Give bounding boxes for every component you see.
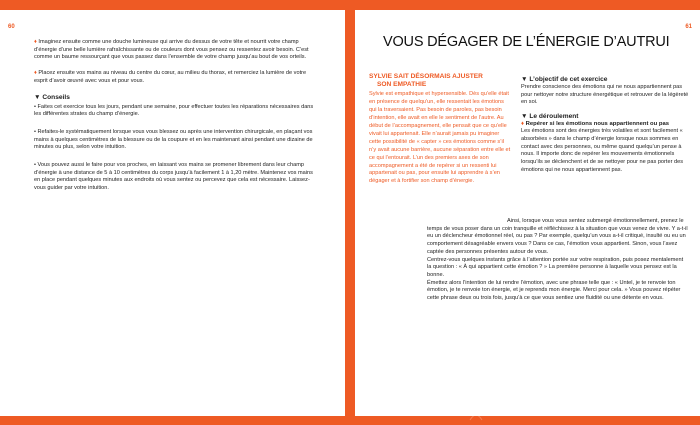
intro-paragraph: ♦ Imaginez ensuite comme une douche lumineuse qui arrive du dessus de votre tête et nourrit votre champ d’énergie d’une belle lumière rafraîchissante ou de couleurs dont vous pensez ou ressentez avoir besoin. C’est comme un baume ressourçant que vous passez dans l’ensemble de votre champ jusqu’au bout de vos orteils. <box>34 39 309 61</box>
step-text: Les émotions sont des énergies très volatiles et sont facilement « absorbées » dans le champ d’énergie lorsque nous sommes en contact avec des personnes, ou même quand quelqu’un pense à nous. Il importe donc de repérer les mouvements émotionnels lorsqu’ils se déclenchent et de se nettoyer pour ne pas porter des émotions qui ne nous appartiennent pas. <box>521 128 684 173</box>
triangle-marker-icon: ▼ <box>521 113 528 121</box>
diamond-bullet-icon: ♦ <box>521 121 525 128</box>
conseil-item: • Vous pouvez aussi le faire pour vos proches, en laissant vos mains se promener librement dans leur champ d’énergie à une distance de 5 à 10 centimètres du corps jusqu’à facilement 1 à 1,20 mètre. Maintenez vos mains en place pendant quelques minutes aux endroits où vous sentez ou percevez que cela est nécessaire. Laissez-vous guider par votre intuition. <box>34 162 313 192</box>
main-text-block <box>427 218 689 303</box>
page-number: 61 <box>685 24 692 30</box>
diamond-bullet-icon: ♦ <box>34 70 37 77</box>
exercise-column <box>521 76 689 175</box>
page-title: VOUS DÉGAGER DE L’ÉNERGIE D’AUTRUI <box>383 34 670 50</box>
diamond-bullet-icon: ♦ <box>34 39 37 45</box>
sidebar-text: Sylvie est empathique et hypersensible. Dès qu’elle était en présence de quelqu’un, elle ressentait les émotions qui la traversaient. Pas besoin de paroles, pas besoin d’intention, elle avait en elle le sentiment de l’autre. Au début de l’accompagnement, elle pensait que ce qu’elle vivait lui appartenait. Elle n’aurait jamais pu imaginer cette possibilité de « capter » ces émotions comme s’il n’y avait aucune barrière, aucune séparation entre elle et ce qui l’entourait. L’un des premiers axes de son accompagnement a été de repérer si un ressenti lui appartenait ou pas, pour ensuite lui apprendre à s’en dégager et à fortifier son champ d’énergie. <box>369 91 511 185</box>
body-paragraph: Centrez-vous quelques instants grâce à l’attention portée sur votre respiration, puis posez mentalement la question : « À qui appartient cette émotion ? » La première personne à laquelle vous pensez est la bonne. <box>427 256 684 278</box>
body-paragraph: Émettez alors l’intention de lui rendre l’émotion, avec une phrase telle que : « Untel, je te renvoie ton émotion, je te renvoie ton énergie, et je reprends mon énergie. Merci pour cela. » Vous pouvez répéter cette phrase deux ou trois fois, jusqu’à ce que vous sentiez une fluidité ou une détente en vous. <box>427 279 681 302</box>
conseil-item: • Faites cet exercice tous les jours, pendant une semaine, pour effectuer toutes les réparations nécessaires dans les différentes strates du champ d’énergie. <box>34 103 314 118</box>
deroulement-heading: ▼ Le déroulement <box>521 113 579 121</box>
case-study-sidebar <box>369 73 511 186</box>
intro-paragraph: ♦ Placez ensuite vos mains au niveau du centre du cœur, au milieu du thorax, et remerciez la lumière de votre esprit d’avoir œuvré avec vous et pour vous. <box>34 70 307 84</box>
right-page <box>355 10 700 416</box>
conseil-item: • Refaites-le systématiquement lorsque vous vous blessez ou après une intervention chirurgicale, en plaçant vos mains à quelques centimètres de la blessure ou de la coupure et en les maintenant ainsi pendant une dizaine de minutes ou plus, selon votre intuition. <box>34 128 313 151</box>
objectif-text: Prendre conscience des émotions qui ne nous appartiennent pas pour nettoyer notre structure énergétique et retrouver de la légèreté en soi. <box>521 84 689 106</box>
body-paragraph: Ainsi, lorsque vous vous sentez submergé émotionnellement, prenez le temps de vous poser dans un coin tranquille et réfléchissez à la situation que vous venez de vivre. Y a-t-il eu un déclencheur émotionnel réel, ou pas ? Par exemple, quelqu’un vous a-t-il critiqué, insulté ou eu un comportement désagréable envers vous ? Dans ce cas, l’émotion vous appartient. Sinon, vous l’avez captée des personnes présentes autour de vous. <box>427 218 688 255</box>
left-page <box>0 10 345 416</box>
left-text-block <box>34 39 316 193</box>
conseils-heading: ▼ Conseils <box>34 93 70 101</box>
page-number: 60 <box>8 24 15 30</box>
triangle-marker-icon: ▼ <box>521 76 528 83</box>
step-heading: ♦ Repérer si les émotions nous appartiennent ou pas <box>521 121 670 128</box>
sidebar-title: SYLVIE SAIT DÉSORMAIS AJUSTER SON EMPATHIE <box>369 73 483 89</box>
triangle-marker-icon: ▼ <box>34 93 41 101</box>
objectif-heading: ▼ L’objectif de cet exercice <box>521 76 608 83</box>
